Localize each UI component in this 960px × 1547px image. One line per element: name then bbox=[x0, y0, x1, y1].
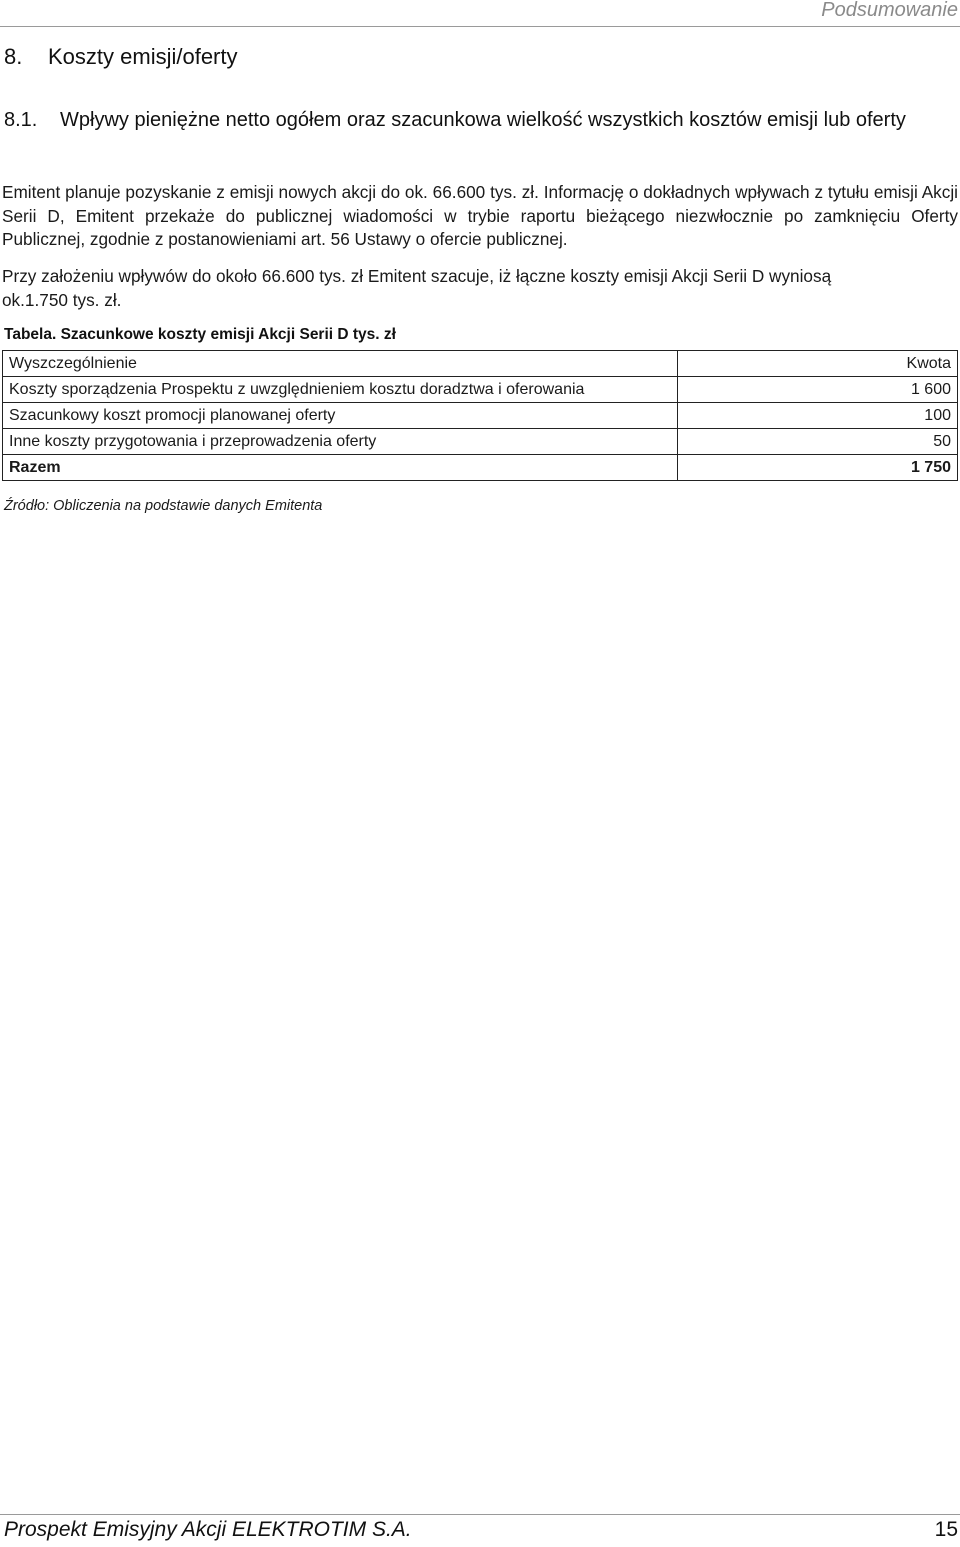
paragraph-cost-estimate bbox=[2, 265, 958, 312]
row-description: Koszty sporządzenia Prospektu z uwzględnieniem kosztu doradztwa i oferowania bbox=[3, 377, 678, 403]
row-amount: 1 600 bbox=[678, 377, 958, 403]
subsection-title: Wpływy pieniężne netto ogółem oraz szacunkowa wielkość wszystkich kosztów emisji lub oferty bbox=[60, 109, 906, 131]
table-total-row bbox=[3, 455, 958, 481]
header-description: Wyszczególnienie bbox=[3, 351, 678, 377]
footer-document-title: Prospekt Emisyjny Akcji ELEKTROTIM S.A. bbox=[4, 1518, 412, 1541]
table-source-note: Źródło: Obliczenia na podstawie danych Emitenta bbox=[4, 498, 323, 514]
table-row bbox=[3, 403, 958, 429]
subsection-number: 8.1. bbox=[4, 109, 38, 131]
costs-table bbox=[2, 350, 958, 481]
row-description: Inne koszty przygotowania i przeprowadzenia oferty bbox=[3, 429, 678, 455]
total-amount: 1 750 bbox=[678, 455, 958, 481]
paragraph-cost-estimate-line-1: Przy założeniu wpływów do około 66.600 tys. zł Emitent szacuje, iż łączne koszty emisji Akcji Serii D wyniosą bbox=[2, 266, 832, 286]
paragraph-cost-estimate-line-2: ok.1.750 tys. zł. bbox=[2, 289, 122, 310]
header-divider bbox=[0, 26, 960, 27]
paragraph-proceeds: Emitent planuje pozyskanie z emisji nowych akcji do ok. 66.600 tys. zł. Informację o dokładnych wpływach z tytułu emisji Akcji Serii D, Emitent przekaże do publicznej wiadomości w trybie raportu bieżącego niezwłocznie po zamknięciu Oferty Publicznej, zgodnie z postanowieniami art. 56 Ustawy o ofercie publicznej. bbox=[2, 182, 958, 249]
row-description: Szacunkowy koszt promocji planowanej oferty bbox=[3, 403, 678, 429]
running-header-section: Podsumowanie bbox=[821, 0, 958, 21]
table-row bbox=[3, 429, 958, 455]
section-title: Koszty emisji/oferty bbox=[48, 44, 238, 69]
section-number: 8. bbox=[4, 44, 23, 69]
table-header-row bbox=[3, 351, 958, 377]
table-caption: Tabela. Szacunkowe koszty emisji Akcji Serii D tys. zł bbox=[4, 326, 396, 343]
subsection-heading bbox=[4, 106, 960, 134]
footer-divider bbox=[0, 1514, 960, 1515]
page-number: 15 bbox=[934, 1518, 958, 1541]
total-label: Razem bbox=[3, 455, 678, 481]
row-amount: 50 bbox=[678, 429, 958, 455]
table-row bbox=[3, 377, 958, 403]
row-amount: 100 bbox=[678, 403, 958, 429]
section-heading bbox=[4, 44, 238, 70]
header-amount: Kwota bbox=[678, 351, 958, 377]
